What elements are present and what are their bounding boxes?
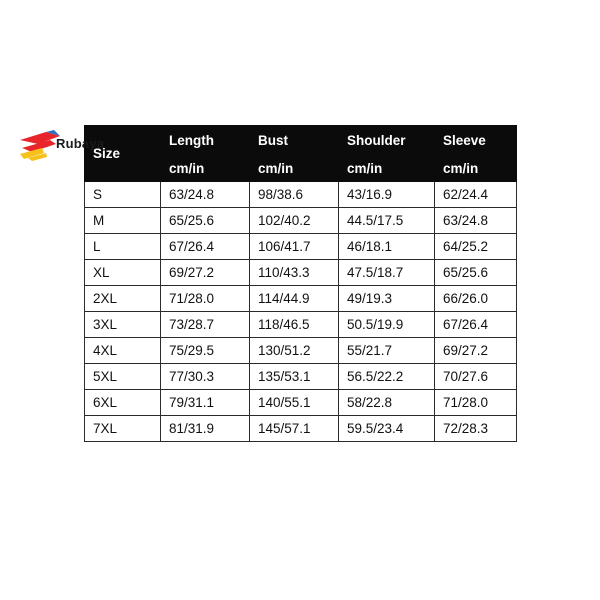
table-row [85,260,517,286]
table-row [85,182,517,208]
table-body [85,182,517,442]
cell-shoulder: 43/16.9 [339,182,435,208]
unit-bust: cm/in [250,155,339,182]
cell-bust: 118/46.5 [250,312,339,338]
cell-shoulder: 44.5/17.5 [339,208,435,234]
table-row [85,208,517,234]
cell-sleeve: 72/28.3 [435,416,517,442]
cell-shoulder: 46/18.1 [339,234,435,260]
cell-bust: 110/43.3 [250,260,339,286]
cell-shoulder: 49/19.3 [339,286,435,312]
cell-length: 65/25.6 [161,208,250,234]
cell-size: 7XL [85,416,161,442]
cell-length: 81/31.9 [161,416,250,442]
column-header-length: Length [161,126,250,155]
cell-size: 3XL [85,312,161,338]
cell-sleeve: 70/27.6 [435,364,517,390]
cell-size: 5XL [85,364,161,390]
cell-length: 79/31.1 [161,390,250,416]
cell-size: 6XL [85,390,161,416]
table-row [85,286,517,312]
table-row [85,364,517,390]
cell-bust: 114/44.9 [250,286,339,312]
cell-shoulder: 58/22.8 [339,390,435,416]
unit-length: cm/in [161,155,250,182]
cell-sleeve: 69/27.2 [435,338,517,364]
cell-size: L [85,234,161,260]
cell-size: 4XL [85,338,161,364]
column-header-shoulder: Shoulder [339,126,435,155]
size-table-container [84,125,516,442]
unit-shoulder: cm/in [339,155,435,182]
brand-name: Rubaya [56,136,105,151]
column-header-size: Size [85,126,161,182]
cell-length: 75/29.5 [161,338,250,364]
cell-bust: 145/57.1 [250,416,339,442]
cell-length: 77/30.3 [161,364,250,390]
cell-sleeve: 64/25.2 [435,234,517,260]
table-row [85,390,517,416]
cell-size: XL [85,260,161,286]
cell-bust: 130/51.2 [250,338,339,364]
cell-sleeve: 71/28.0 [435,390,517,416]
cell-sleeve: 65/25.6 [435,260,517,286]
cell-length: 69/27.2 [161,260,250,286]
cell-bust: 106/41.7 [250,234,339,260]
cell-sleeve: 66/26.0 [435,286,517,312]
cell-length: 73/28.7 [161,312,250,338]
cell-bust: 140/55.1 [250,390,339,416]
cell-bust: 135/53.1 [250,364,339,390]
cell-bust: 102/40.2 [250,208,339,234]
table-row [85,338,517,364]
cell-sleeve: 62/24.4 [435,182,517,208]
cell-length: 63/24.8 [161,182,250,208]
cell-shoulder: 56.5/22.2 [339,364,435,390]
table-row [85,312,517,338]
column-header-sleeve: Sleeve [435,126,517,155]
column-header-bust: Bust [250,126,339,155]
table-header-row [85,126,517,155]
cell-length: 67/26.4 [161,234,250,260]
brand-logo [16,126,106,170]
cell-shoulder: 50.5/19.9 [339,312,435,338]
table-row [85,416,517,442]
size-table [84,125,517,442]
cell-sleeve: 63/24.8 [435,208,517,234]
cell-bust: 98/38.6 [250,182,339,208]
table-header [85,126,517,182]
cell-size: 2XL [85,286,161,312]
unit-sleeve: cm/in [435,155,517,182]
table-row [85,234,517,260]
cell-shoulder: 55/21.7 [339,338,435,364]
cell-sleeve: 67/26.4 [435,312,517,338]
cell-size: S [85,182,161,208]
cell-size: M [85,208,161,234]
cell-shoulder: 47.5/18.7 [339,260,435,286]
cell-shoulder: 59.5/23.4 [339,416,435,442]
cell-length: 71/28.0 [161,286,250,312]
